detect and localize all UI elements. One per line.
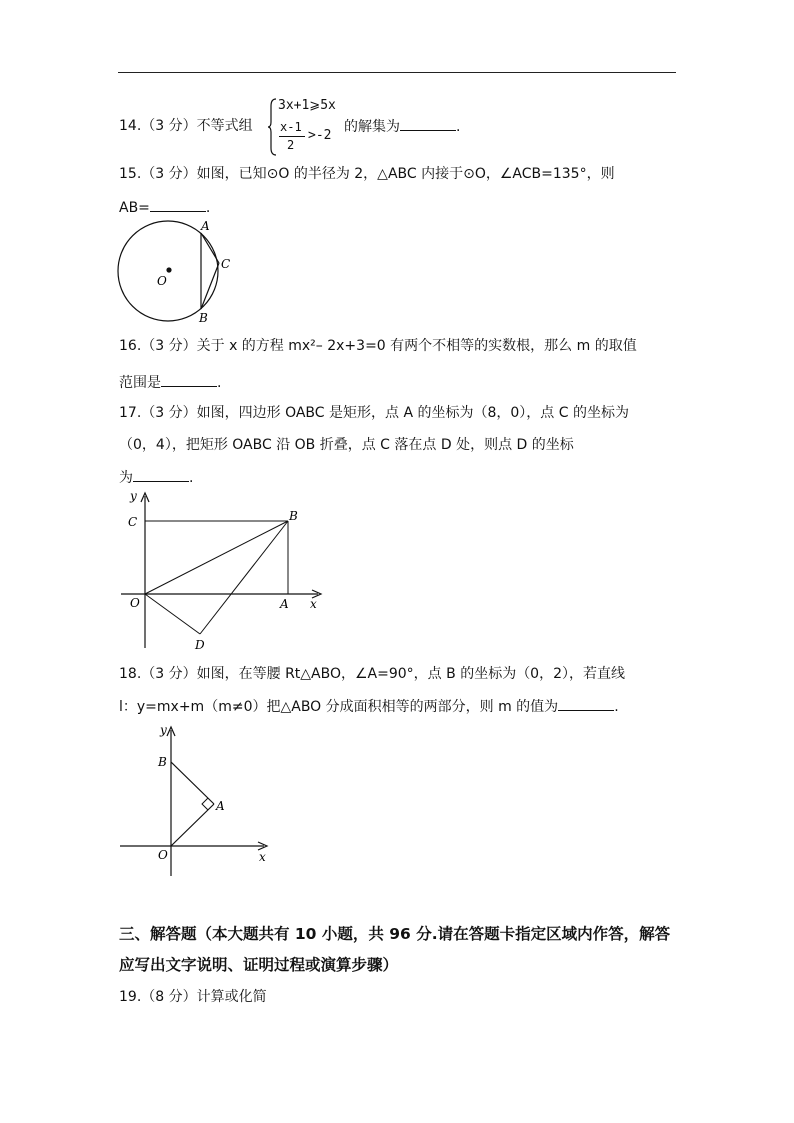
segment-ao: [171, 804, 214, 846]
q17-line-2: （0，4），把矩形 OABC 沿 OB 折叠，点 C 落在点 D 处，则点 D 的坐标: [119, 437, 574, 453]
q18-prefix: l：y=mx+m（m≠0）把△ABO 分成面积相等的两部分，则 m 的值为: [119, 699, 559, 715]
answer-blank: [150, 197, 206, 212]
q14-ineq-2-numerator: x-1: [280, 120, 302, 134]
header-rule: [118, 72, 676, 73]
q18-triangle-figure: [118, 722, 274, 880]
q16-line-2: [119, 372, 221, 393]
section-3-heading-line-1: 三、解答题（本大题共有 10 小题，共 96 分.请在答题卡指定区域内作答，解答: [119, 925, 671, 943]
q17-line-1: 17.（3 分）如图，四边形 OABC 是矩形，点 A 的坐标为（8，0），点 C 的坐标为: [119, 405, 629, 421]
q17-line-3: [119, 467, 193, 488]
label-o: O: [130, 596, 140, 610]
q18-end: .: [614, 699, 619, 715]
q18-line-2: [119, 696, 619, 717]
answer-blank: [133, 467, 189, 482]
label-x: x: [310, 597, 317, 611]
answer-blank: [400, 116, 456, 131]
label-a: A: [201, 219, 210, 233]
q14-suffix: 的解集为: [344, 119, 400, 135]
center-point: [166, 267, 171, 272]
label-o: O: [157, 274, 167, 288]
answer-blank: [161, 372, 217, 387]
label-c: C: [128, 515, 138, 529]
q16-prefix: 范围是: [119, 375, 161, 391]
segment-od: [145, 594, 200, 634]
q15-ab-label: AB=: [119, 200, 150, 216]
label-o: O: [158, 848, 168, 862]
right-angle-mark-icon: [202, 798, 208, 810]
label-a: A: [280, 597, 289, 611]
label-y: y: [160, 723, 167, 737]
label-b: B: [158, 755, 167, 769]
label-d: D: [195, 638, 205, 652]
q14-inequality-system: [268, 96, 348, 156]
label-y: y: [130, 489, 137, 503]
q19-line-1: 19.（8 分）计算或化简: [119, 989, 267, 1005]
q18-line-1: 18.（3 分）如图，在等腰 Rt△ABO，∠A=90°，点 B 的坐标为（0，2），若直线: [119, 666, 626, 682]
q14-ineq-1: 3x+1⩾5x: [278, 98, 336, 113]
q17-prefix: 为: [119, 470, 133, 486]
q14-ineq-2-relation: >-2: [308, 128, 332, 143]
q14-ineq-2-denominator: 2: [287, 138, 295, 152]
label-b: B: [199, 311, 208, 325]
q16-line-1: 16.（3 分）关于 x 的方程 mx²– 2x+3=0 有两个不相等的实数根，那么 m 的取值: [119, 338, 637, 354]
fraction-bar: [279, 136, 305, 137]
q15-line-2: [119, 197, 210, 218]
segment-db: [200, 521, 288, 634]
label-a: A: [216, 799, 225, 813]
answer-blank: [558, 696, 614, 711]
label-b: B: [289, 509, 298, 523]
q17-rectangle-figure: [118, 488, 330, 654]
segment-ob: [145, 521, 288, 594]
q14-prefix: 14.（3 分）不等式组: [119, 118, 253, 134]
q15-circle-figure: [116, 218, 246, 326]
label-x: x: [259, 850, 266, 864]
q14-tail: [344, 116, 460, 137]
section-3-heading-line-2: 应写出文字说明、证明过程或演算步骤）: [119, 956, 399, 974]
q16-end: .: [217, 375, 222, 391]
question-14: [119, 116, 253, 136]
brace-icon: [268, 98, 278, 156]
label-c: C: [221, 257, 231, 271]
q15-line-1: 15.（3 分）如图，已知⊙O 的半径为 2，△ABC 内接于⊙O，∠ACB=135°，则: [119, 166, 615, 182]
q15-end: .: [205, 200, 211, 216]
segment-ba: [171, 762, 214, 804]
q17-end: .: [189, 470, 194, 486]
segment-ac: [201, 233, 219, 263]
q14-end: .: [456, 119, 461, 135]
